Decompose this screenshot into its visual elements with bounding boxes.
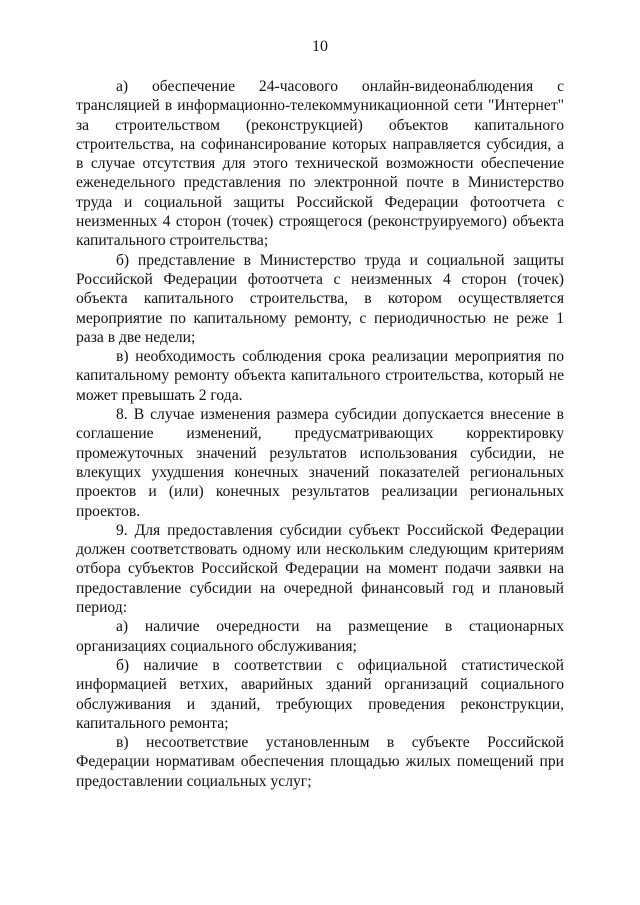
- paragraph-clause-8: 8. В случае изменения размера субсидии допускается внесение в соглашение изменений, предусматривающих корректировку промежуточных значений результатов использования субсидии, не влекущих ухудшения конечных значений показателей региональных проектов и (или) конечных результатов реализации региональных проектов.: [76, 406, 564, 520]
- paragraph-criterion-a: а) наличие очередности на размещение в стационарных организациях социального обслуживания;: [76, 618, 564, 655]
- document-body: [76, 77, 564, 791]
- paragraph-clause-9: 9. Для предоставления субсидии субъект Российской Федерации должен соответствовать одному или нескольким следующим критериям отбора субъектов Российской Федерации на момент подачи заявки на предоставление субсидии на очередной финансовый год и плановый период:: [76, 521, 564, 617]
- paragraph-criterion-v: в) несоответствие установленным в субъекте Российской Федерации нормативам обеспечения площадью жилых помещений при предоставлении социальных услуг;: [76, 734, 564, 790]
- paragraph-item-b-photo-report: б) представление в Министерство труда и социальной защиты Российской Федерации фотоотчета с неизменных 4 сторон (точек) объекта капитального строительства, в котором осуществляется мероприятие по капитальному ремонту, с периодичностью не реже 1 раза в две недели;: [76, 251, 564, 346]
- page-number: 10: [312, 38, 328, 55]
- paragraph-criterion-b: б) наличие в соответствии с официальной статистической информацией ветхих, аварийных зданий организаций социального обслуживания и зданий, требующих проведения реконструкции, капитального ремонта;: [76, 656, 564, 732]
- paragraph-item-a-video: а) обеспечение 24-часового онлайн-видеонаблюдения с трансляцией в информационно-телекоммуникационной сети "Интернет" за строительством (реконструкцией) объектов капитального строительства, на софинансирование которых направляется субсидия, а в случае отсутствия для этого технической возможности обеспечение еженедельного представления по электронной почте в Министерство труда и социальной защиты Российской Федерации фотоотчета с неизменных 4 сторон (точек) строящегося (реконструируемого) объекта капитального строительства;: [76, 78, 564, 250]
- paragraph-item-v-deadline: в) необходимость соблюдения срока реализации мероприятия по капитальному ремонту объекта капитального строительства, который не может превышать 2 года.: [76, 348, 564, 404]
